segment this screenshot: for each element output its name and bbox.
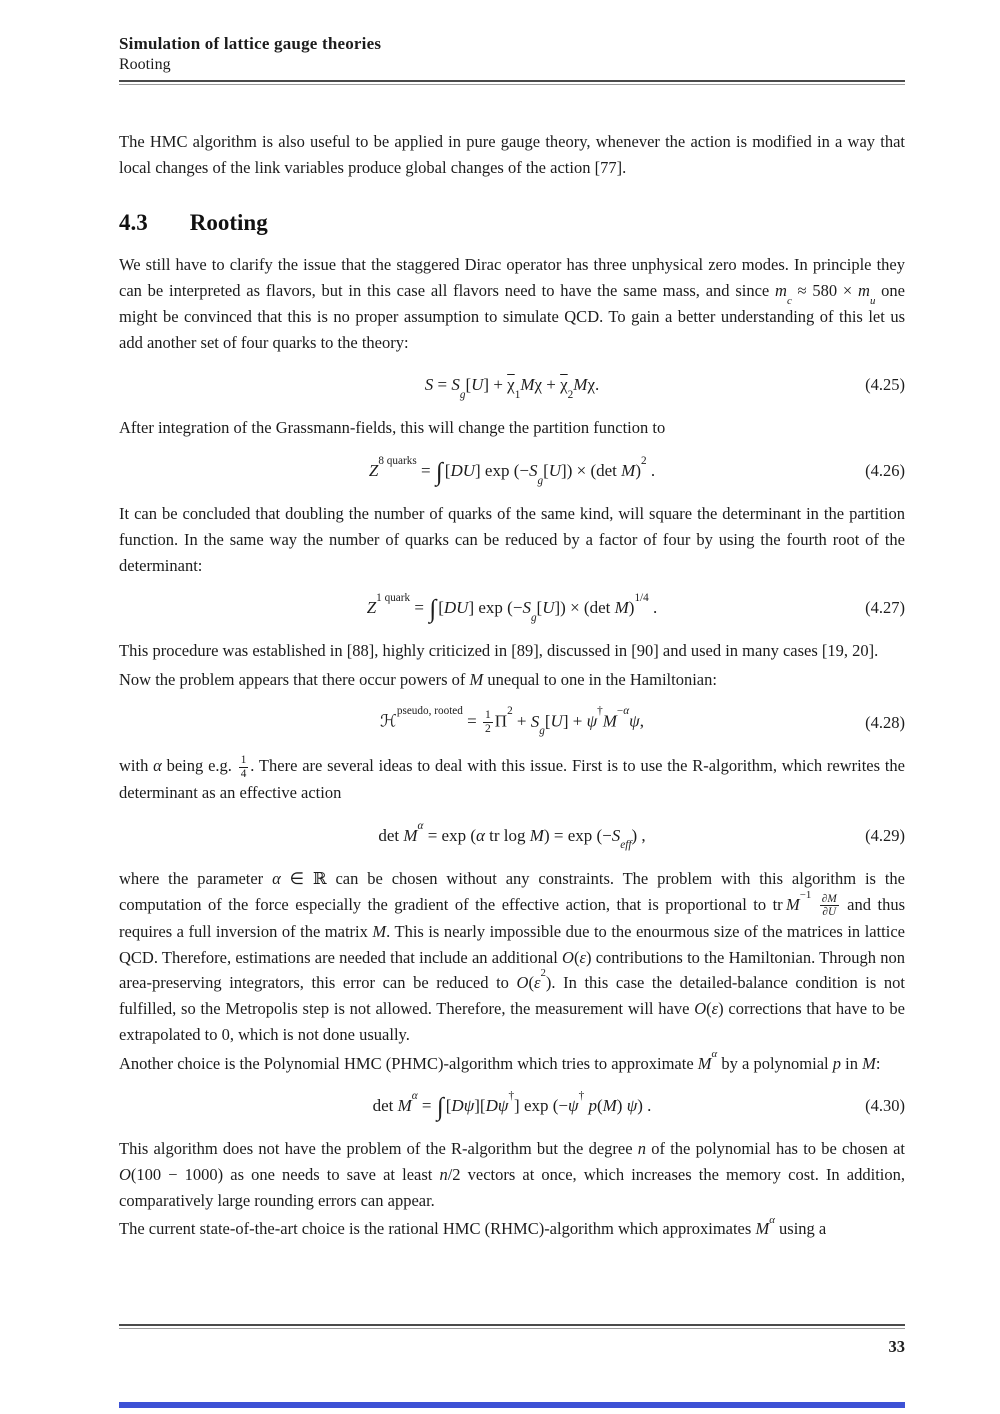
equation-body: $\det M^\alpha$ = ∫ [Dψ][Dψ†] exp (−ψ† p(M) ψ) . [372, 1089, 652, 1121]
paragraph-rhmc-intro: The current state-of-the-art choice is the rational HMC (RHMC)-algorithm which approximates $M^\alpha$ using a [119, 1213, 827, 1239]
paragraph-grassmann: After integration of the Grassmann-fields, this will change the partition function to [119, 418, 666, 438]
equation-body: $S = S_g[U] + \overline{\chi}_1M\chi + \overline{\chi}_2M\chi$. [424, 375, 600, 401]
equation-4-28 [119, 705, 905, 738]
equation-4-25 [119, 370, 905, 400]
header-rule-thick [119, 80, 905, 82]
page-number: 33 [888, 1337, 905, 1356]
section-number: 4.3 [119, 210, 148, 236]
equation-4-29 [119, 821, 905, 851]
running-header-title: Simulation of lattice gauge theories [119, 34, 382, 53]
header-rule [119, 80, 905, 85]
equation-number: (4.28) [865, 712, 905, 732]
paragraph-phmc-intro: Another choice is the Polynomial HMC (PHMC)-algorithm which tries to approximate $M^\alpha$ by a polynomial p in M: [119, 1047, 881, 1073]
page-footer [119, 1324, 905, 1357]
section-heading [119, 210, 905, 236]
section-title: Rooting [189, 210, 268, 236]
running-header [119, 34, 905, 85]
bottom-accent-bar [119, 1402, 905, 1408]
page-content [119, 0, 905, 1245]
equation-4-26 [119, 456, 905, 486]
equation-body: ℋ$^{pseudo, rooted}$ = $\frac{1}{2}$ $\Pi^2 + S_g[U] + \psi^\dagger M^{-\alpha}\psi$, [380, 705, 644, 738]
paragraph-doubling-quarks: It can be concluded that doubling the number of quarks of the same kind, will square the determinant in the partition function. In the same way the number of quarks can be reduced by a factor of four by using the fourth root of the determinant: [119, 504, 905, 575]
equation-body: $\det M^\alpha = \exp (\alpha$ tr $\log M) = \exp (-S_{eff})$ , [378, 819, 646, 852]
equation-4-27 [119, 593, 905, 623]
footer-rule-thin [119, 1328, 905, 1329]
paragraph-intro: The HMC algorithm is also useful to be applied in pure gauge theory, whenever the action is modified in a way that local changes of the link variables produce global changes of the action [77]. [119, 132, 905, 177]
paragraph-force-computation: where the parameter α ∈ ℝ can be chosen without any constraints. The problem with this algorithm is the computation of the force especially the gradient of the effective action, that is proportional to tr $M^{-1}$ $\frac{\partial M}{\partial U}$ and thus requires a full inversion of the matrix M. This is nearly impossible due to the enourmous size of the matrices in lattice QCD. Therefore, estimations are needed that include an additional O(ε) contributions to the Hamiltonian. Through non area-preserving integrators, this error can be reduced to $O(\varepsilon^2)$. In this case the detailed-balance condition is not fulfilled, so the Metropolis step is not allowed. Therefore, the measurement will have O(ε) corrections that have to be extrapolated to 0, which is not done usually. [119, 868, 906, 1044]
header-rule-thin [119, 84, 905, 85]
equation-number: (4.26) [865, 461, 905, 481]
equation-number: (4.25) [865, 375, 905, 395]
footer-rule-thick [119, 1324, 905, 1326]
paragraph-procedure-references: This procedure was established in [88], highly criticized in [89], discussed in [90] and used in many cases [19, 20]. [119, 641, 879, 661]
equation-4-30 [119, 1091, 905, 1121]
equation-number: (4.30) [865, 1096, 905, 1116]
equation-body: $Z^{1 quark}$ = ∫ [DU] $\exp (-S_g[U]) \times (\det$ M)$^{1/4}$ . [366, 592, 658, 624]
paragraph-phmc-cost: This algorithm does not have the problem of the R-algorithm but the degree n of the polynomial has to be chosen at O(100 − 1000) as one needs to save at least n/2 vectors at once, which increases the memory cost. In addition, comparatively large rounding errors can appear. [119, 1139, 906, 1210]
equation-number: (4.29) [865, 825, 905, 845]
equation-body: $Z^{8 quarks}$ = ∫ [DU] $\exp (-S_g[U]) \times (\det$ M)$^2$ . [368, 454, 656, 487]
paragraph-r-algorithm: with α being e.g. $\frac{1}{4}$ . There are several ideas to deal with this issue. First is to use the R-algorithm, which rewrites the determinant as an effective action [119, 753, 905, 803]
equation-number: (4.27) [865, 598, 905, 618]
paragraph-powers-of-m: Now the problem appears that there occur powers of M unequal to one in the Hamiltonian: [119, 670, 717, 690]
running-header-section: Rooting [119, 56, 171, 73]
paragraph-staggered-zero-modes: We still have to clarify the issue that the staggered Dirac operator has three unphysical zero modes. In principle they can be interpreted as flavors, but in this case all flavors need to have the same mass, and since $m_c \approx 580 \times m_u$ one might be convinced that this is no proper assumption to simulate QCD. To gain a better understanding of this let us add another set of four quarks to the theory: [119, 255, 905, 352]
